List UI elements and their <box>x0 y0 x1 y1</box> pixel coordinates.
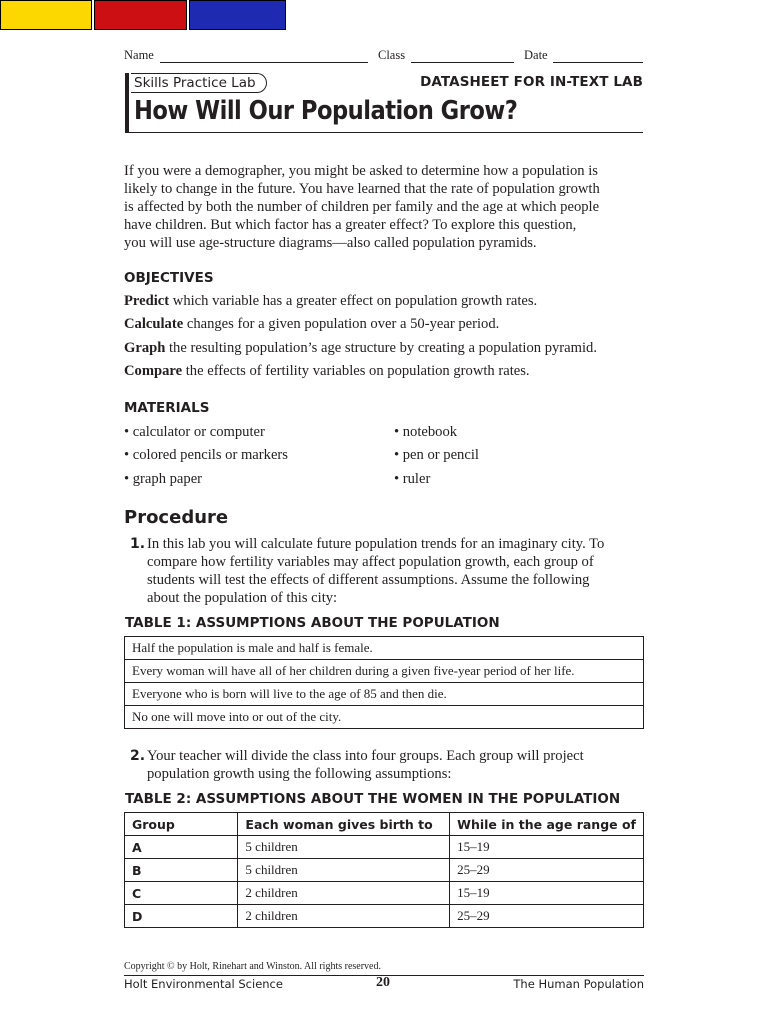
objective-item: Compare the effects of fertility variables on population growth rates. <box>124 363 530 379</box>
procedure-step-2: Your teacher will divide the class into four groups. Each group will project population growth using the following assumptions: <box>147 748 584 782</box>
swatch-yellow <box>0 0 92 30</box>
material-item: • ruler <box>394 471 431 487</box>
date-label: Date <box>524 48 548 62</box>
table-row: B 5 children 25–29 <box>125 859 644 882</box>
material-item: • graph paper <box>124 471 203 487</box>
procedure-heading: Procedure <box>124 507 229 528</box>
table-row: A 5 children 15–19 <box>125 836 644 859</box>
datasheet-label: DATASHEET FOR IN-TEXT LAB <box>420 74 643 90</box>
title-rule <box>125 132 643 133</box>
material-item: • colored pencils or markers <box>124 447 288 463</box>
name-field-line <box>160 62 368 63</box>
name-label: Name <box>124 48 154 62</box>
procedure-step-1: In this lab you will calculate future population trends for an imaginary city. To compare how fertility variables may affect population growth, each group of students will test the effects of different assumptions. Assume the following about the population of this city: <box>147 536 605 606</box>
table1-caption: TABLE 1: ASSUMPTIONS ABOUT THE POPULATION <box>125 615 500 631</box>
footer-chapter-title: The Human Population <box>513 977 644 991</box>
table-header-row: Group Each woman gives birth to While in the age range of <box>125 813 644 836</box>
table-row: D 2 children 25–29 <box>125 905 644 928</box>
date-field-line <box>553 62 643 63</box>
table-row: Everyone who is born will live to the age of 85 and then die. <box>125 683 644 706</box>
title-bar <box>125 73 129 133</box>
footer-book-title: Holt Environmental Science <box>124 977 283 991</box>
table2 <box>124 812 644 928</box>
objective-item: Graph the resulting population’s age structure by creating a population pyramid. <box>124 340 597 356</box>
table2-caption: TABLE 2: ASSUMPTIONS ABOUT THE WOMEN IN THE POPULATION <box>125 791 621 807</box>
table-row: Half the population is male and half is female. <box>125 637 644 660</box>
material-item: • pen or pencil <box>394 447 479 463</box>
table-row: C 2 children 15–19 <box>125 882 644 905</box>
lab-type-tag: Skills Practice Lab <box>131 73 267 93</box>
objective-item: Predict which variable has a greater effect on population growth rates. <box>124 293 538 309</box>
step-number: 2. <box>130 748 146 764</box>
table1 <box>124 636 644 729</box>
copyright-notice: Copyright © by Holt, Rinehart and Winston. All rights reserved. <box>124 961 381 972</box>
swatch-red <box>94 0 187 30</box>
objectives-heading: OBJECTIVES <box>124 270 214 286</box>
table-row: Every woman will have all of her children during a given five-year period of her life. <box>125 660 644 683</box>
page-title: How Will Our Population Grow? <box>134 96 518 126</box>
material-item: • notebook <box>394 424 458 440</box>
table-row: No one will move into or out of the city. <box>125 706 644 729</box>
swatch-blue <box>189 0 286 30</box>
page-number: 20 <box>376 975 390 990</box>
objective-item: Calculate changes for a given population over a 50-year period. <box>124 316 500 332</box>
step-number: 1. <box>130 536 146 552</box>
intro-paragraph: If you were a demographer, you might be asked to determine how a population is likely to change in the future. You have learned that the rate of population growth is affected by both the number of children per family and the age at which people have children. But which factor has a greater effect? To explore this question, you will use age-structure diagrams—also called population pyramids. <box>124 163 600 251</box>
class-field-line <box>411 62 514 63</box>
class-label: Class <box>378 48 406 62</box>
material-item: • calculator or computer <box>124 424 265 440</box>
materials-heading: MATERIALS <box>124 400 210 416</box>
